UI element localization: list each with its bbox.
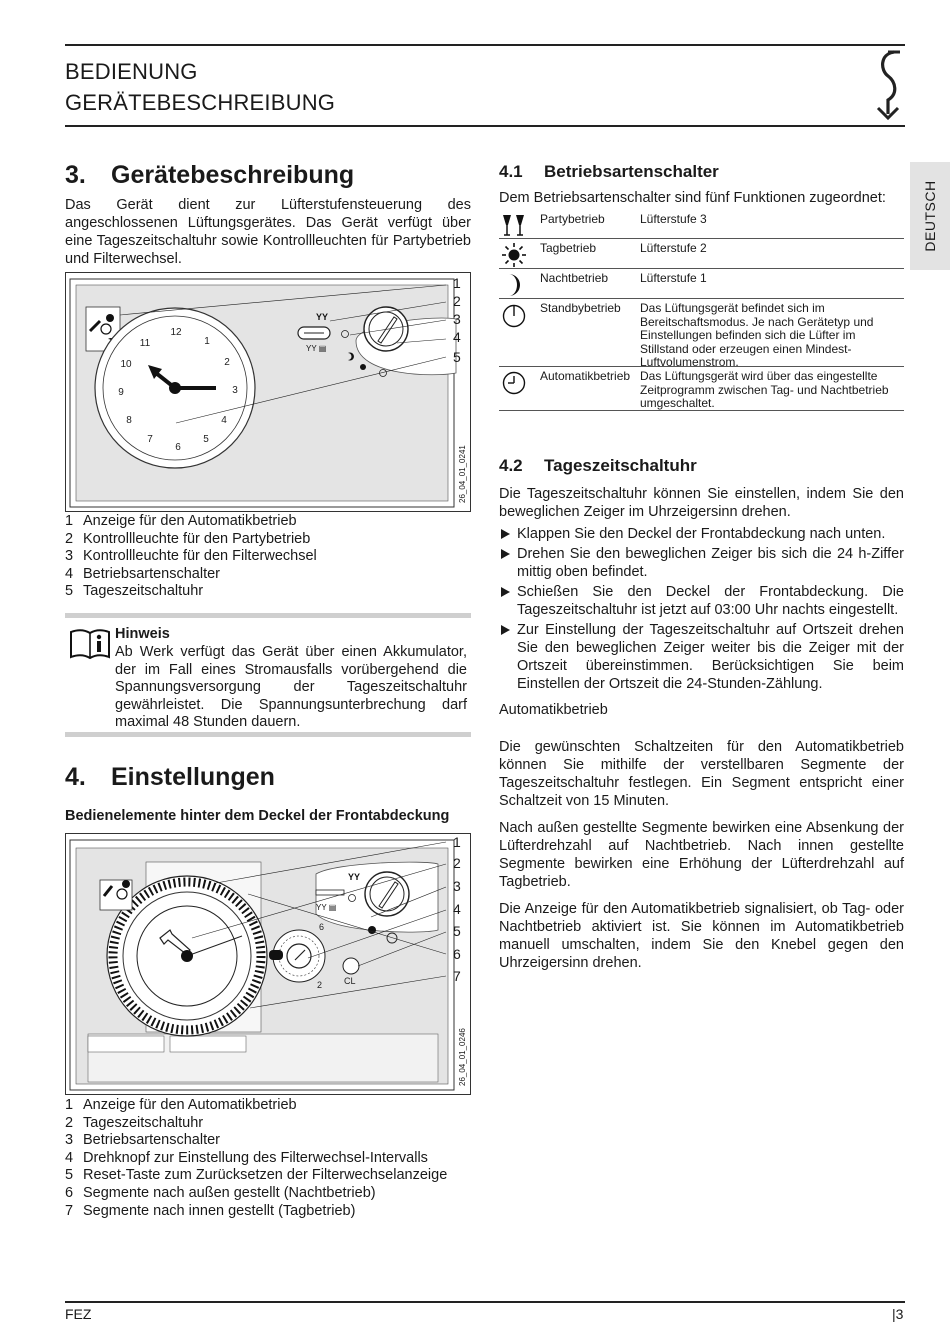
clock-icon bbox=[501, 370, 527, 396]
info-book-icon bbox=[69, 626, 111, 660]
section-3 bbox=[65, 160, 471, 268]
party-glasses-icon bbox=[501, 213, 527, 239]
function-name: Automatikbetrieb bbox=[540, 369, 631, 383]
clock-number-1: 1 bbox=[204, 336, 210, 347]
figure-2-legend bbox=[65, 1097, 471, 1220]
legend-text: Tageszeitschaltuhr bbox=[83, 583, 204, 600]
section-3-title: Gerätebeschreibung bbox=[111, 161, 355, 189]
header-rule-bottom bbox=[65, 125, 905, 127]
header-line-1: BEDIENUNG bbox=[65, 59, 198, 84]
section-4-heading bbox=[65, 762, 471, 792]
fig2-callout-5: 5 bbox=[453, 923, 461, 939]
automatik-paragraph-2: Nach außen gestellte Segmente bewirken eine Absenkung der Lüfterdrehzahl auf Nachtbetrieb. Nach innen gestellte Segmente bewirken eine Erhöhung der Lüfterdrehzahl auf Tagbetrieb. bbox=[499, 820, 904, 890]
clock-number-12: 12 bbox=[170, 327, 182, 338]
function-name: Partybetrieb bbox=[540, 212, 605, 226]
clock-number-11: 11 bbox=[139, 338, 151, 349]
section-4-2-number: 4.2 bbox=[499, 456, 523, 475]
footer-rule bbox=[65, 1301, 905, 1303]
legend-text: Betriebsartenschalter bbox=[83, 565, 221, 582]
triangle-bullet-icon bbox=[501, 529, 510, 539]
fig2-code: 26_04_01_0246 bbox=[458, 1028, 467, 1086]
section-4-1-title: Betriebsartenschalter bbox=[544, 162, 719, 181]
legend-2-item bbox=[65, 1150, 471, 1168]
clock-number-6: 6 bbox=[175, 442, 181, 453]
svg-text:YY: YY bbox=[316, 312, 329, 322]
section-4 bbox=[65, 762, 471, 826]
hint-text: Ab Werk verfügt das Gerät über einen Akkumulator, der im Fall eines Stromausfalls vorübergehend die Spannungsversorgung der Tageszeitschaltuhr gewährleistet. Die Spannungsunterbrechung darf maximal 48 Stunden dauern. bbox=[115, 644, 467, 731]
legend-text: Drehknopf zur Einstellung des Filterwechsel-Intervalls bbox=[83, 1149, 428, 1166]
legend-number: 4 bbox=[65, 565, 74, 582]
clock-number-8: 8 bbox=[126, 415, 132, 426]
legend-2-item bbox=[65, 1167, 471, 1185]
sun-icon bbox=[501, 242, 527, 268]
automatik-paragraph-1: Die gewünschten Schaltzeiten für den Automatikbetrieb können Sie mithilfe der verstellbaren Segmente der Tageszeitschaltuhr festlegen. Ein Segment entspricht einer Schaltzeit von 15 Minuten. bbox=[499, 739, 904, 809]
clock-number-7: 7 bbox=[147, 434, 153, 445]
figure-1-legend bbox=[65, 513, 471, 601]
fig1-callout-5: 5 bbox=[453, 349, 461, 365]
legend-text: Reset-Taste zum Zurücksetzen der Filterwechselanzeige bbox=[83, 1167, 448, 1184]
legend-1-item bbox=[65, 566, 471, 584]
function-row-standby bbox=[499, 299, 904, 367]
fig2-callout-1: 1 bbox=[453, 834, 461, 850]
device-figure-2 bbox=[65, 833, 471, 1095]
section-4-number: 4. bbox=[65, 763, 86, 791]
legend-1-item bbox=[65, 513, 471, 531]
section-3-heading bbox=[65, 160, 471, 190]
footer-product: FEZ bbox=[65, 1306, 92, 1322]
hint-title: Hinweis bbox=[115, 626, 170, 642]
function-desc: Lüfterstufe 3 bbox=[640, 212, 707, 226]
step-item bbox=[499, 545, 904, 581]
header-title bbox=[65, 56, 335, 118]
section-4-1-heading bbox=[499, 161, 904, 183]
svg-text:YY: YY bbox=[348, 872, 361, 882]
section-4-2-intro: Die Tageszeitschaltuhr können Sie einstellen, indem Sie den beweglichen Zeiger im Uhrzeigersinn drehen. bbox=[499, 486, 904, 520]
legend-number: 3 bbox=[65, 548, 74, 565]
svg-text:YY ▤: YY ▤ bbox=[316, 903, 337, 912]
dial-label-2: 2 bbox=[317, 980, 323, 990]
function-desc: Lüfterstufe 1 bbox=[640, 271, 707, 285]
function-row-auto bbox=[499, 367, 904, 411]
device-figure-1 bbox=[65, 272, 471, 512]
step-text: Drehen Sie den beweglichen Zeiger bis sich die 24 h-Ziffer mittig oben befindet. bbox=[517, 546, 904, 580]
function-desc: Das Lüftungsgerät wird über das eingestellte Zeitprogramm zwischen Tag- und Nachtbetrieb umgeschaltet. bbox=[640, 369, 889, 410]
legend-number: 6 bbox=[65, 1184, 74, 1201]
fig2-callout-7: 7 bbox=[453, 968, 461, 984]
stiebel-logo-icon bbox=[874, 50, 908, 122]
legend-1-item bbox=[65, 583, 471, 601]
section-4-2-title: Tageszeitschaltuhr bbox=[544, 456, 697, 475]
function-name: Standbybetrieb bbox=[540, 301, 621, 315]
clock-number-3: 3 bbox=[232, 385, 238, 396]
section-4-subtitle: Bedienelemente hinter dem Deckel der Frontabdeckung bbox=[65, 808, 450, 824]
automatik-paragraph-3: Die Anzeige für den Automatikbetrieb signalisiert, ob Tag- oder Nachtbetrieb aktiviert ist. Sie können im Automatikbetrieb manuell umschalten, indem Sie den Knebel gegen den Uhrzeigersinn drehen. bbox=[499, 901, 904, 971]
language-tab-label: DEUTSCH bbox=[922, 180, 938, 252]
fig1-callout-3: 3 bbox=[453, 311, 461, 327]
legend-text: Segmente nach innen gestellt (Tagbetrieb) bbox=[83, 1202, 356, 1219]
clock-number-10: 10 bbox=[120, 359, 132, 370]
section-3-number: 3. bbox=[65, 161, 86, 189]
step-text: Klappen Sie den Deckel der Frontabdeckung nach unten. bbox=[517, 526, 886, 542]
legend-number: 7 bbox=[65, 1202, 74, 1219]
fig1-code: 26_04_01_0241 bbox=[458, 445, 467, 503]
legend-text: Tageszeitschaltuhr bbox=[83, 1114, 204, 1131]
clock-number-2: 2 bbox=[224, 357, 230, 368]
hint-box bbox=[65, 613, 471, 737]
header-line-2: GERÄTEBESCHREIBUNG bbox=[65, 90, 336, 115]
step-item bbox=[499, 525, 904, 543]
triangle-bullet-icon bbox=[501, 587, 510, 597]
legend-number: 1 bbox=[65, 1097, 74, 1113]
fig2-callout-6: 6 bbox=[453, 946, 461, 962]
legend-2-item bbox=[65, 1185, 471, 1203]
triangle-bullet-icon bbox=[501, 625, 510, 635]
legend-number: 5 bbox=[65, 583, 74, 600]
legend-text: Anzeige für den Automatikbetrieb bbox=[83, 1097, 297, 1113]
function-row-party bbox=[499, 210, 904, 239]
triangle-bullet-icon bbox=[501, 549, 510, 559]
moon-icon bbox=[501, 272, 527, 298]
legend-1-item bbox=[65, 548, 471, 566]
step-item bbox=[499, 621, 904, 693]
fig1-callout-2: 2 bbox=[453, 293, 461, 309]
fig1-callout-1: 1 bbox=[453, 275, 461, 291]
function-desc: Lüfterstufe 2 bbox=[640, 241, 707, 255]
fig2-callout-2: 2 bbox=[453, 855, 461, 871]
legend-1-item bbox=[65, 531, 471, 549]
header-rule-top bbox=[65, 44, 905, 46]
section-4-1-number: 4.1 bbox=[499, 162, 523, 181]
function-desc: Das Lüftungsgerät befindet sich im Bereitschaftsmodus. Je nach Gerätetyp und Einstellungen befinden sich die Lüfter im Stillstand oder erzeugen einen Mindest-Luftvolumenstrom. bbox=[640, 301, 874, 369]
language-tab bbox=[910, 162, 950, 270]
step-text: Schießen Sie den Deckel der Frontabdeckung. Die Tageszeitschaltuhr ist jetzt auf 03:00 Uhr nachts eingestellt. bbox=[517, 584, 904, 618]
clock-number-9: 9 bbox=[118, 387, 124, 398]
svg-text:YY ▤: YY ▤ bbox=[306, 344, 327, 353]
legend-number: 3 bbox=[65, 1132, 74, 1149]
step-item bbox=[499, 583, 904, 619]
dial-label-6: 6 bbox=[319, 922, 325, 932]
legend-number: 4 bbox=[65, 1149, 74, 1166]
legend-number: 2 bbox=[65, 530, 74, 547]
fig1-callout-4: 4 bbox=[453, 329, 461, 345]
clock-number-5: 5 bbox=[203, 434, 209, 445]
section-3-intro: Das Gerät dient zur Lüfterstufensteuerung des angeschlossenen Lüftungsgerätes. Das Gerät verfügt über eine Tageszeitschaltuhr sowie Kontrollleuchten für Partybetrieb und Filterwechsel. bbox=[65, 197, 471, 267]
clock-number-4: 4 bbox=[221, 415, 227, 426]
automatik-heading: Automatikbetrieb bbox=[499, 702, 608, 718]
legend-number: 1 bbox=[65, 513, 74, 529]
legend-number: 2 bbox=[65, 1114, 74, 1131]
function-name: Tagbetrieb bbox=[540, 241, 597, 255]
page-number: |3 bbox=[892, 1306, 904, 1322]
legend-number: 5 bbox=[65, 1167, 74, 1184]
legend-2-item bbox=[65, 1132, 471, 1150]
legend-text: Segmente nach außen gestellt (Nachtbetrieb) bbox=[83, 1184, 376, 1201]
function-row-day bbox=[499, 239, 904, 269]
legend-text: Kontrollleuchte für den Filterwechsel bbox=[83, 548, 317, 565]
device-illustration-2 bbox=[66, 834, 472, 1096]
fig2-callout-4: 4 bbox=[453, 901, 461, 917]
legend-text: Kontrollleuchte für den Partybetrieb bbox=[83, 530, 311, 547]
section-4-2 bbox=[499, 455, 904, 972]
section-4-1 bbox=[499, 161, 904, 207]
device-illustration-1 bbox=[66, 273, 472, 513]
function-table bbox=[499, 210, 904, 411]
dial-label-cl: CL bbox=[344, 976, 356, 986]
step-list bbox=[499, 525, 904, 693]
step-text: Zur Einstellung der Tageszeitschaltuhr auf Ortszeit drehen Sie den beweglichen Zeiger weiter bis die Zeiger mit der Ortszeit übereinstimmen. Berücksichtigen Sie beim Einstellen der Ortszeit die 24-Stunden-Zählung. bbox=[517, 622, 904, 692]
legend-2-item bbox=[65, 1097, 471, 1115]
legend-2-item bbox=[65, 1203, 471, 1221]
legend-text: Anzeige für den Automatikbetrieb bbox=[83, 513, 297, 529]
section-4-1-intro: Dem Betriebsartenschalter sind fünf Funktionen zugeordnet: bbox=[499, 190, 886, 206]
function-name: Nachtbetrieb bbox=[540, 271, 609, 285]
fig2-callout-3: 3 bbox=[453, 878, 461, 894]
legend-text: Betriebsartenschalter bbox=[83, 1132, 221, 1149]
section-4-2-heading bbox=[499, 455, 904, 477]
legend-2-item bbox=[65, 1115, 471, 1133]
section-4-title: Einstellungen bbox=[111, 763, 275, 791]
standby-icon bbox=[501, 302, 527, 328]
function-row-night bbox=[499, 269, 904, 299]
